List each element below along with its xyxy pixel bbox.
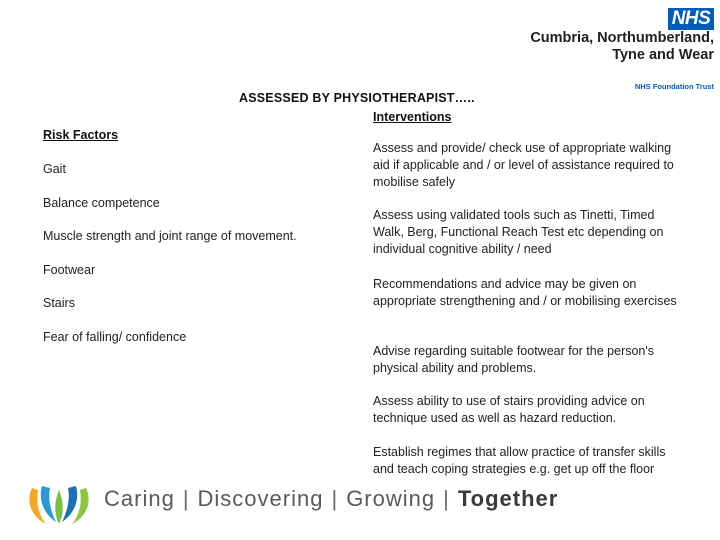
value-caring: Caring — [104, 486, 175, 511]
risk-factor-item: Footwear — [43, 262, 96, 277]
separator: | — [331, 486, 339, 511]
separator: | — [443, 486, 450, 511]
trust-name-line1: Cumbria, Northumberland, — [530, 30, 714, 46]
nhs-logo: NHS — [668, 8, 714, 30]
intervention-item: Recommendations and advice may be given on appropriate strengthening and / or mobilising exercises — [373, 277, 677, 308]
intervention-item: Assess ability to use of stairs providing advice on technique used as well as hazard reduction. — [373, 394, 645, 425]
trust-values-banner — [104, 486, 558, 512]
intervention-item: Assess using validated tools such as Tinetti, Timed Walk, Berg, Functional Reach Test etc depending on individual cognitive ability / need — [373, 208, 664, 256]
value-growing: Growing — [346, 486, 436, 511]
risk-factor-item: Stairs — [43, 296, 75, 310]
value-together: Together — [457, 486, 559, 511]
separator: | — [182, 486, 190, 511]
intervention-item: Advise regarding suitable footwear for the person's physical ability and problems. — [373, 344, 655, 375]
intervention-item: Establish regimes that allow practice of transfer skills and teach coping strategies e.g. get up off the floor — [373, 445, 666, 476]
risk-factor-item: Fear of falling/ confidence — [43, 329, 187, 344]
risk-factor-item: Gait — [43, 162, 66, 176]
page-heading: ASSESSED BY PHYSIOTHERAPIST….. — [239, 91, 475, 105]
risk-factors-list — [43, 161, 297, 362]
trust-values-logo-icon — [24, 480, 94, 526]
risk-factors-heading: Risk Factors — [43, 128, 119, 142]
trust-name — [474, 30, 714, 64]
intervention-item: Assess and provide/ check use of appropriate walking aid if applicable and / or level of assistance required to mobilise safely — [373, 141, 674, 189]
trust-name-line2: Tyne and Wear — [612, 47, 714, 63]
risk-factor-item: Balance competence — [43, 195, 160, 210]
trust-subtitle: NHS Foundation Trust — [634, 82, 714, 91]
risk-factor-item: Muscle strength and joint range of movement. — [43, 229, 297, 243]
interventions-heading: Interventions — [373, 110, 452, 124]
value-discovering: Discovering — [197, 486, 324, 511]
